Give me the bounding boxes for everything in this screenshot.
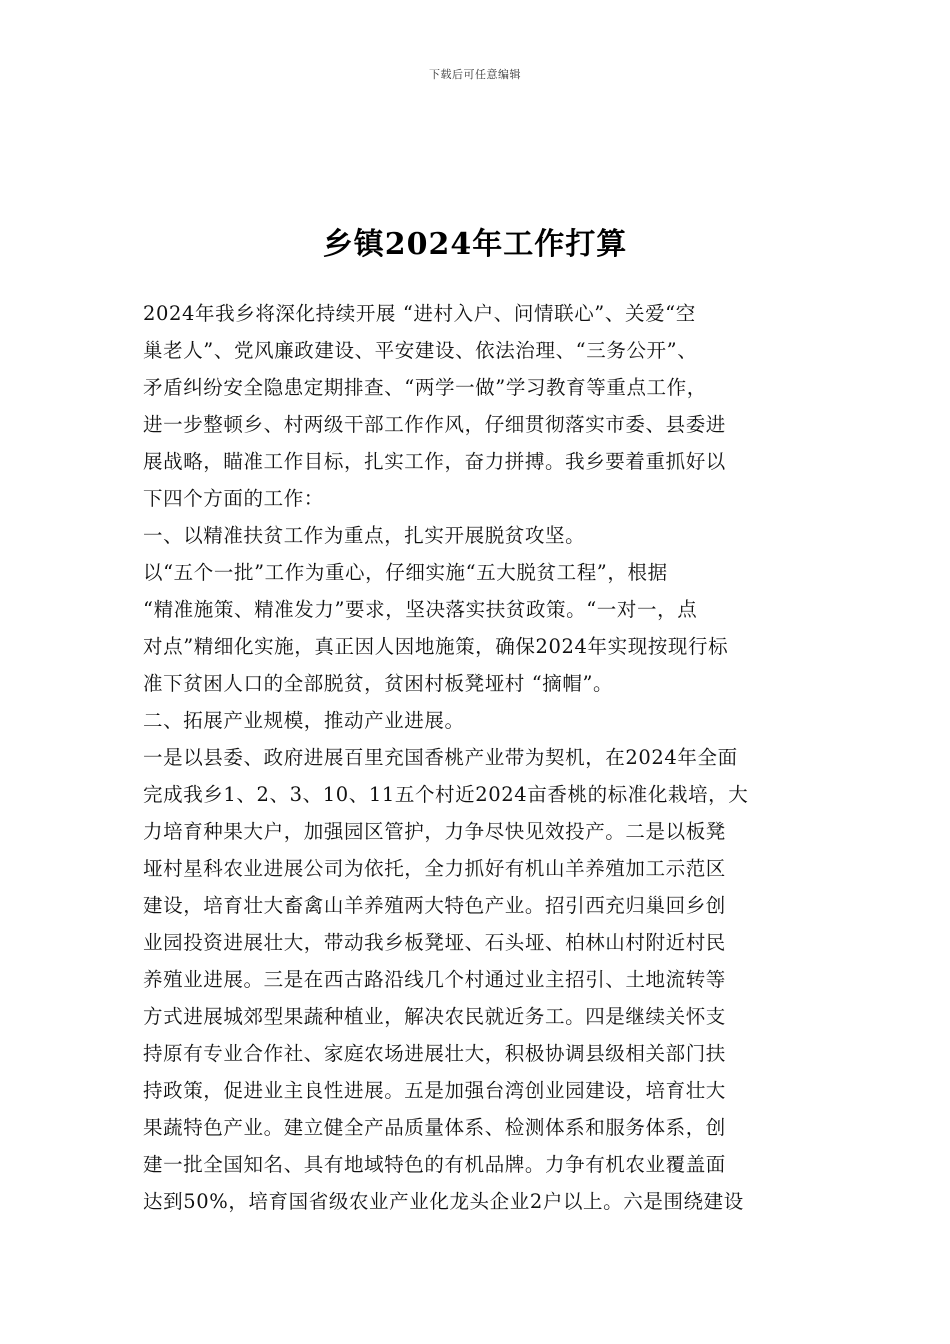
body-line: 持政策，促进业主良性进展。五是加强台湾创业园建设，培育壮大 — [143, 1079, 726, 1102]
body-line: 巢老人”、党风廉政建设、平安建设、依法治理、“三务公开”、 — [143, 339, 698, 362]
body-line: 2024年我乡将深化持续开展 “进村入户、问情联心”、关爱“空 — [143, 302, 696, 325]
body-line: 展战略，瞄准工作目标，扎实工作，奋力拼搏。我乡要着重抓好以 — [143, 450, 726, 473]
body-line: 建设，培育壮大畜禽山羊养殖两大特色产业。招引西充归巢回乡创 — [143, 894, 726, 917]
body-line: 矛盾纠纷安全隐患定期排查、“两学一做”学习教育等重点工作， — [143, 376, 707, 399]
body-line: 以“五个一批”工作为重心，仔细实施“五大脱贫工程”，根据 — [143, 561, 668, 584]
body-line: 对点”精细化实施，真正因人因地施策，确保2024年实现按现行标 — [143, 635, 729, 658]
body-line: 方式进展城郊型果蔬种植业，解决农民就近务工。四是继续关怀支 — [143, 1005, 726, 1028]
body-line: “精准施策、精准发力”要求，坚决落实扶贫政策。“一对一，点 — [143, 598, 698, 621]
body-line: 果蔬特色产业。建立健全产品质量体系、检测体系和服务体系，创 — [143, 1116, 726, 1139]
section-heading-2: 二、拓展产业规模，推动产业进展。 — [143, 709, 465, 732]
body-line: 完成我乡1、2、3、10、11五个村近2024亩香桃的标准化栽培，大 — [143, 783, 749, 806]
section-heading-1: 一、以精准扶贫工作为重点，扎实开展脱贫攻坚。 — [143, 524, 586, 547]
body-line: 达到50%，培育国省级农业产业化龙头企业2户以上。六是围绕建设 — [143, 1190, 744, 1213]
body-line: 垭村星科农业进展公司为依托，全力抓好有机山羊养殖加工示范区 — [143, 857, 726, 880]
body-line: 准下贫困人口的全部脱贫，贫困村板凳垭村 “摘帽”。 — [143, 672, 614, 695]
body-line: 下四个方面的工作： — [143, 487, 324, 510]
body-line: 进一步整顿乡、村两级干部工作作风，仔细贯彻落实市委、县委进 — [143, 413, 726, 436]
document-body — [143, 295, 807, 1220]
body-line: 养殖业进展。三是在西古路沿线几个村通过业主招引、土地流转等 — [143, 968, 726, 991]
header-note: 下载后可任意编辑 — [429, 68, 521, 81]
document-title: 乡镇2024年工作打算 — [322, 227, 628, 262]
body-line: 持原有专业合作社、家庭农场进展壮大，积极协调县级相关部门扶 — [143, 1042, 726, 1065]
body-line: 力培育种果大户，加强园区管护，力争尽快见效投产。二是以板凳 — [143, 820, 726, 843]
body-line: 一是以县委、政府进展百里充国香桃产业带为契机，在2024年全面 — [143, 746, 738, 769]
body-line: 建一批全国知名、具有地域特色的有机品牌。力争有机农业覆盖面 — [143, 1153, 726, 1176]
body-line: 业园投资进展壮大，带动我乡板凳垭、石头垭、柏林山村附近村民 — [143, 931, 726, 954]
